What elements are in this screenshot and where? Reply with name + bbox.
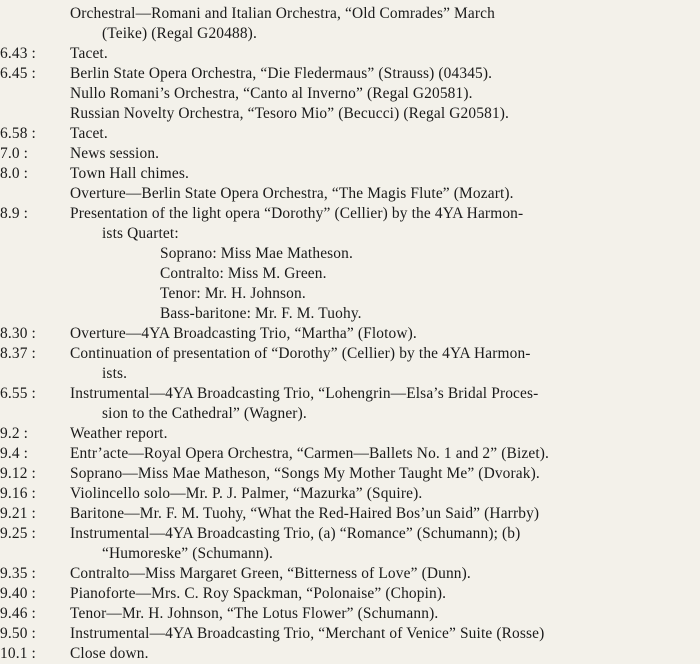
entry-text: Tenor—Mr. H. Johnson, “The Lotus Flower” (Schumann). [70,605,439,622]
entry-continuation-text: sion to the Cathedral” (Wagner). [102,405,307,422]
entry-time: 6.45 : [0,65,36,82]
entry-text: Contralto—Miss Margaret Green, “Bitterness of Love” (Dunn). [70,565,471,582]
entry-text: Continuation of presentation of “Dorothy” (Cellier) by the 4YA Harmon- [70,345,531,362]
entry-time: 7.0 : [0,145,29,162]
entry-text: Orchestral—Romani and Italian Orchestra, “Old Comrades” March [70,5,495,22]
programme-entry [0,384,700,424]
entry-time: 9.21 : [0,505,36,522]
programme-entry [0,4,700,24]
cast-member: Contralto: Miss M. Green. [160,265,327,282]
cast-member: Bass-baritone: Mr. F. M. Tuohy. [160,305,362,322]
entry-time: 9.35 : [0,565,36,582]
entry-text: Nullo Romani’s Orchestra, “Canto al Inverno” (Regal G20581). [70,85,473,102]
entry-text: Tacet. [70,125,108,142]
entry-time: 8.37 : [0,345,36,362]
programme-entry [0,144,700,164]
programme-entry [0,324,700,344]
entry-text: News session. [70,145,160,162]
entry-text: Berlin State Opera Orchestra, “Die Fledermaus” (Strauss) (04345). [70,65,493,82]
entry-time: 9.50 : [0,625,36,642]
entry-continuation-text: “Humoreske” (Schumann). [102,545,273,562]
entry-time: 9.40 : [0,585,36,602]
entry-continuation-text: (Teike) (Regal G20488). [102,25,257,42]
entry-continuation-text: ists Quartet: [102,225,179,242]
entry-time: 6.43 : [0,45,36,62]
programme-entry [0,44,700,64]
entry-continuation-text: ists. [102,365,128,382]
entry-text: Overture—Berlin State Opera Orchestra, “The Magis Flute” (Mozart). [70,185,514,202]
entry-time: 9.2 : [0,425,29,442]
entry-text: Instrumental—4YA Broadcasting Trio, “Merchant of Venice” Suite (Rosse) [70,625,545,642]
programme-entry [0,204,700,324]
programme-entry-continuation [0,24,700,44]
programme-entry [0,344,700,384]
entry-text: Instrumental—4YA Broadcasting Trio, (a) “Romance” (Schumann); (b) [70,525,521,542]
programme-entry [0,424,700,444]
entry-text: Soprano—Miss Mae Matheson, “Songs My Mother Taught Me” (Dvorak). [70,465,540,482]
entry-text: Baritone—Mr. F. M. Tuohy, “What the Red-Haired Bos’un Said” (Harrby) [70,505,540,522]
entry-time: 6.58 : [0,125,36,142]
programme-entry [0,464,700,484]
entry-text: Instrumental—4YA Broadcasting Trio, “Lohengrin—Elsa’s Bridal Proces- [70,385,539,402]
entry-text: Russian Novelty Orchestra, “Tesoro Mio” (Becucci) (Regal G20581). [70,105,510,122]
programme-entry [0,624,700,644]
entry-time: 9.46 : [0,605,36,622]
programme-entry [0,644,700,664]
entry-text: Overture—4YA Broadcasting Trio, “Martha” (Flotow). [70,325,417,342]
programme-entry [0,604,700,624]
programme-entry [0,584,700,604]
programme-entry [0,484,700,504]
programme-entry [0,504,700,524]
programme-entry [0,444,700,464]
programme-entry [0,524,700,564]
entry-time: 9.12 : [0,465,36,482]
entry-time: 9.16 : [0,485,36,502]
entry-time: 9.25 : [0,525,36,542]
entry-text: Presentation of the light opera “Dorothy” (Cellier) by the 4YA Harmon- [70,205,524,222]
entry-time: 8.30 : [0,325,36,342]
entry-text: Close down. [70,645,149,662]
entry-time: 9.4 : [0,445,29,462]
cast-member: Tenor: Mr. H. Johnson. [160,285,306,302]
cast-member: Soprano: Miss Mae Matheson. [160,245,353,262]
programme-entry [0,164,700,204]
entry-time: 8.0 : [0,165,29,182]
entry-text: Entr’acte—Royal Opera Orchestra, “Carmen—Ballets No. 1 and 2” (Bizet). [70,445,550,462]
entry-time: 8.9 : [0,205,29,222]
programme-entry [0,564,700,584]
programme-entry [0,64,700,124]
entry-time: 10.1 : [0,645,36,662]
entry-text: Violincello solo—Mr. P. J. Palmer, “Mazurka” (Squire). [70,485,423,502]
entry-text: Weather report. [70,425,168,442]
programme-entry [0,124,700,144]
entry-time: 6.55 : [0,385,36,402]
entry-text: Tacet. [70,45,108,62]
entry-text: Town Hall chimes. [70,165,190,182]
entry-text: Pianoforte—Mrs. C. Roy Spackman, “Polonaise” (Chopin). [70,585,447,602]
